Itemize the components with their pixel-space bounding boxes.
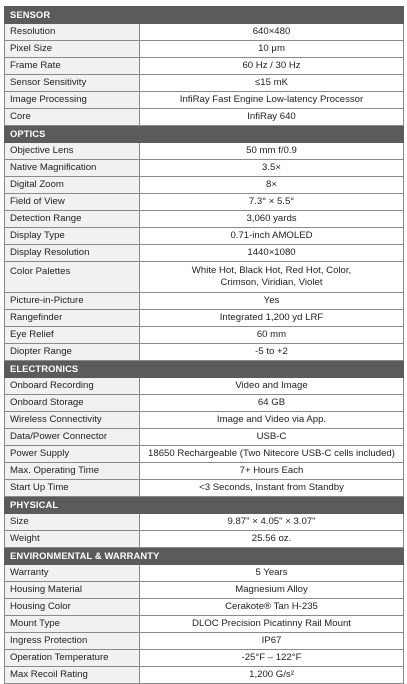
spec-row-weight [5,531,404,548]
spec-row-housing-material [5,582,404,599]
spec-label: Max Recoil Rating [5,667,140,684]
spec-value: 5 Years [140,565,404,582]
spec-label: Display Resolution [5,245,140,262]
spec-row-display-type [5,228,404,245]
spec-row-resolution [5,24,404,41]
section-title: ELECTRONICS [5,361,404,378]
spec-label: Ingress Protection [5,633,140,650]
spec-value-line: White Hot, Black Hot, Red Hot, Color, [191,264,352,276]
spec-row-digital-zoom [5,177,404,194]
spec-label: Objective Lens [5,143,140,160]
section-header-sensor [5,7,404,24]
spec-label: Operation Temperature [5,650,140,667]
spec-row-native-magnification [5,160,404,177]
spec-value: 1,200 G/s² [140,667,404,684]
spec-row-objective-lens [5,143,404,160]
spec-label: Digital Zoom [5,177,140,194]
spec-value: 7.3° × 5.5° [140,194,404,211]
spec-value: InfiRay 640 [140,109,404,126]
spec-row-color-palettes [5,262,404,293]
spec-row-field-of-view [5,194,404,211]
spec-label: Diopter Range [5,344,140,361]
spec-row-max-operating-time [5,463,404,480]
spec-row-image-processing [5,92,404,109]
spec-value: 3.5× [140,160,404,177]
spec-value: 50 mm f/0.9 [140,143,404,160]
spec-value: Yes [140,293,404,310]
spec-row-housing-color [5,599,404,616]
spec-row-onboard-recording [5,378,404,395]
spec-label: Display Type [5,228,140,245]
spec-row-onboard-storage [5,395,404,412]
spec-value: -25°F – 122°F [140,650,404,667]
spec-row-picture-in-picture [5,293,404,310]
section-header-environmental-warranty [5,548,404,565]
spec-value: Cerakote® Tan H-235 [140,599,404,616]
spec-label: Data/Power Connector [5,429,140,446]
section-title: ENVIRONMENTAL & WARRANTY [5,548,404,565]
spec-label: Field of View [5,194,140,211]
spec-row-display-resolution [5,245,404,262]
spec-value: IP67 [140,633,404,650]
spec-row-data-power-connector [5,429,404,446]
spec-label: Size [5,514,140,531]
spec-value: 8× [140,177,404,194]
spec-value: 9.87" × 4.05" × 3.07" [140,514,404,531]
section-header-physical [5,497,404,514]
spec-row-power-supply [5,446,404,463]
spec-label: Onboard Recording [5,378,140,395]
spec-row-mount-type [5,616,404,633]
spec-label: Wireless Connectivity [5,412,140,429]
spec-value: Integrated 1,200 yd LRF [140,310,404,327]
spec-value: 60 mm [140,327,404,344]
spec-label: Frame Rate [5,58,140,75]
spec-label: Housing Material [5,582,140,599]
spec-row-warranty [5,565,404,582]
spec-value: -5 to +2 [140,344,404,361]
spec-row-core [5,109,404,126]
spec-row-rangefinder [5,310,404,327]
section-header-electronics [5,361,404,378]
spec-value: 0.71-inch AMOLED [140,228,404,245]
spec-label: Start Up Time [5,480,140,497]
spec-value: Image and Video via App. [140,412,404,429]
spec-row-eye-relief [5,327,404,344]
spec-row-pixel-size [5,41,404,58]
spec-value: DLOC Precision Picatinny Rail Mount [140,616,404,633]
spec-row-start-up-time [5,480,404,497]
spec-value: USB-C [140,429,404,446]
spec-value: <3 Seconds, Instant from Standby [140,480,404,497]
spec-label: Max. Operating Time [5,463,140,480]
spec-value-line: Crimson, Viridian, Violet [220,276,323,288]
spec-value: 25.56 oz. [140,531,404,548]
spec-label: Pixel Size [5,41,140,58]
spec-table-body [5,7,404,684]
spec-row-sensor-sensitivity [5,75,404,92]
spec-value: ≤15 mK [140,75,404,92]
spec-label: Rangefinder [5,310,140,327]
spec-row-size [5,514,404,531]
spec-label: Resolution [5,24,140,41]
spec-label: Onboard Storage [5,395,140,412]
spec-row-max-recoil-rating [5,667,404,684]
spec-label: Warranty [5,565,140,582]
spec-value [140,262,404,293]
section-title: OPTICS [5,126,404,143]
spec-value: 7+ Hours Each [140,463,404,480]
section-title: PHYSICAL [5,497,404,514]
spec-value: Video and Image [140,378,404,395]
spec-label: Weight [5,531,140,548]
spec-label: Power Supply [5,446,140,463]
spec-row-operation-temperature [5,650,404,667]
spec-value: Magnesium Alloy [140,582,404,599]
spec-label: Image Processing [5,92,140,109]
spec-value: 60 Hz / 30 Hz [140,58,404,75]
spec-row-diopter-range [5,344,404,361]
spec-value: 1440×1080 [140,245,404,262]
spec-label: Detection Range [5,211,140,228]
spec-value: 640×480 [140,24,404,41]
spec-row-ingress-protection [5,633,404,650]
section-title: SENSOR [5,7,404,24]
spec-value: 64 GB [140,395,404,412]
spec-value: 10 μm [140,41,404,58]
spec-label: Eye Relief [5,327,140,344]
spec-label: Core [5,109,140,126]
spec-row-detection-range [5,211,404,228]
spec-label: Picture-in-Picture [5,293,140,310]
spec-label: Native Magnification [5,160,140,177]
spec-label: Color Palettes [5,262,140,293]
spec-label: Sensor Sensitivity [5,75,140,92]
spec-value: InfiRay Fast Engine Low-latency Processor [140,92,404,109]
spec-row-frame-rate [5,58,404,75]
spec-label: Mount Type [5,616,140,633]
section-header-optics [5,126,404,143]
spec-table [4,6,404,684]
spec-row-wireless-connectivity [5,412,404,429]
spec-label: Housing Color [5,599,140,616]
spec-value: 18650 Rechargeable (Two Nitecore USB-C cells included) [140,446,404,463]
spec-value: 3,060 yards [140,211,404,228]
